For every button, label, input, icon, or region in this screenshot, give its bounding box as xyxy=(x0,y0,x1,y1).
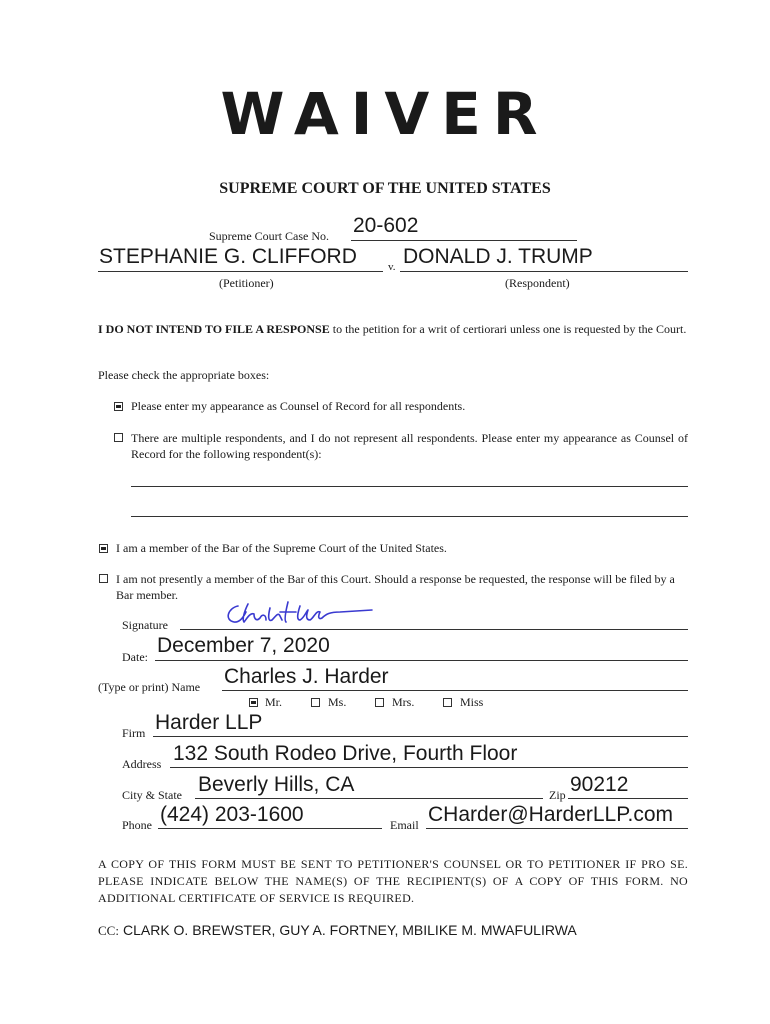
phone-line xyxy=(158,828,382,829)
statement-rest: to the petition for a writ of certiorari unless one is requested by the Court. xyxy=(329,322,687,336)
case-number-field[interactable]: 20-602 xyxy=(353,214,419,237)
title-mr-label: Mr. xyxy=(265,695,283,709)
not-bar-member-checkbox[interactable] xyxy=(99,574,108,583)
statement-bold: I DO NOT INTEND TO FILE A RESPONSE xyxy=(98,322,330,336)
petitioner-caption: (Petitioner) xyxy=(219,276,274,290)
title-mr-checkbox[interactable] xyxy=(249,698,258,707)
phone-field[interactable]: (424) 203-1600 xyxy=(160,803,304,826)
title-mrs-checkbox[interactable] xyxy=(375,698,384,707)
phone-label: Phone xyxy=(122,818,152,832)
respondents-line-2[interactable] xyxy=(131,516,688,517)
instruction-text: Please check the appropriate boxes: xyxy=(98,368,270,382)
cc-line xyxy=(98,922,577,940)
bar-member-checkbox[interactable] xyxy=(99,544,108,553)
versus-label: v. xyxy=(388,261,396,273)
petitioner-line xyxy=(98,271,383,272)
all-respondents-label: Please enter my appearance as Counsel of Record for all respondents. xyxy=(131,399,466,413)
address-line xyxy=(170,767,688,768)
firm-label: Firm xyxy=(122,726,146,740)
signature-label: Signature xyxy=(122,618,168,632)
city-state-field[interactable]: Beverly Hills, CA xyxy=(198,773,355,796)
court-name: SUPREME COURT OF THE UNITED STATES xyxy=(219,180,551,197)
email-label: Email xyxy=(390,818,419,832)
email-field[interactable]: CHarder@HarderLLP.com xyxy=(428,803,674,826)
city-state-label: City & State xyxy=(122,788,182,802)
address-label: Address xyxy=(122,757,162,771)
respondents-line-1[interactable] xyxy=(131,486,688,487)
date-label: Date: xyxy=(122,650,148,664)
multiple-respondents-checkbox[interactable] xyxy=(114,433,123,442)
date-line xyxy=(155,660,688,661)
title-miss-label: Miss xyxy=(460,695,484,709)
name-label: (Type or print) Name xyxy=(98,680,201,694)
email-line xyxy=(426,828,688,829)
city-state-line xyxy=(195,798,543,799)
respondent-line xyxy=(400,271,688,272)
zip-line xyxy=(568,798,688,799)
case-number-label: Supreme Court Case No. xyxy=(209,229,329,243)
multiple-respondents-label: There are multiple respondents, and I do not represent all respondents. Please enter my appearance as Counsel of Record for the following respondent(s): xyxy=(131,431,688,461)
respondent-field[interactable]: DONALD J. TRUMP xyxy=(403,245,593,268)
title-mrs-label: Mrs. xyxy=(392,695,415,709)
date-field[interactable]: December 7, 2020 xyxy=(157,634,330,657)
zip-field[interactable]: 90212 xyxy=(570,773,629,796)
address-field[interactable]: 132 South Rodeo Drive, Fourth Floor xyxy=(173,742,518,765)
petitioner-field[interactable]: STEPHANIE G. CLIFFORD xyxy=(99,245,357,268)
cc-recipients[interactable]: CLARK O. BREWSTER, GUY A. FORTNEY, MBILIKE M. MWAFULIRWA xyxy=(122,922,577,938)
not-bar-member-label: I am not presently a member of the Bar of this Court. Should a response be requested, the response will be filed by a Bar member. xyxy=(116,572,675,602)
title-ms-checkbox[interactable] xyxy=(311,698,320,707)
firm-line xyxy=(153,736,688,737)
page-title: WAIVER xyxy=(220,80,550,148)
zip-label: Zip xyxy=(549,788,566,802)
all-respondents-checkbox[interactable] xyxy=(114,402,123,411)
notice-text: A COPY OF THIS FORM MUST BE SENT TO PETITIONER'S COUNSEL OR TO PETITIONER IF PRO SE. PLEASE INDICATE BELOW THE NAME(S) OF THE RECIPIENT(S) OF A COPY OF THIS FORM. NO ADDITIONAL CERTIFICATE OF SERVICE IS REQUIRED. xyxy=(98,857,688,905)
case-number-line xyxy=(351,240,577,241)
cc-label: CC: xyxy=(98,923,119,938)
title-miss-checkbox[interactable] xyxy=(443,698,452,707)
firm-field[interactable]: Harder LLP xyxy=(155,711,263,734)
signature-image[interactable] xyxy=(220,598,380,630)
title-ms-label: Ms. xyxy=(328,695,347,709)
respondent-caption: (Respondent) xyxy=(505,276,570,290)
bar-member-label: I am a member of the Bar of the Supreme Court of the United States. xyxy=(116,541,447,555)
name-line xyxy=(222,690,688,691)
name-field[interactable]: Charles J. Harder xyxy=(224,665,389,688)
waiver-statement xyxy=(98,321,690,337)
